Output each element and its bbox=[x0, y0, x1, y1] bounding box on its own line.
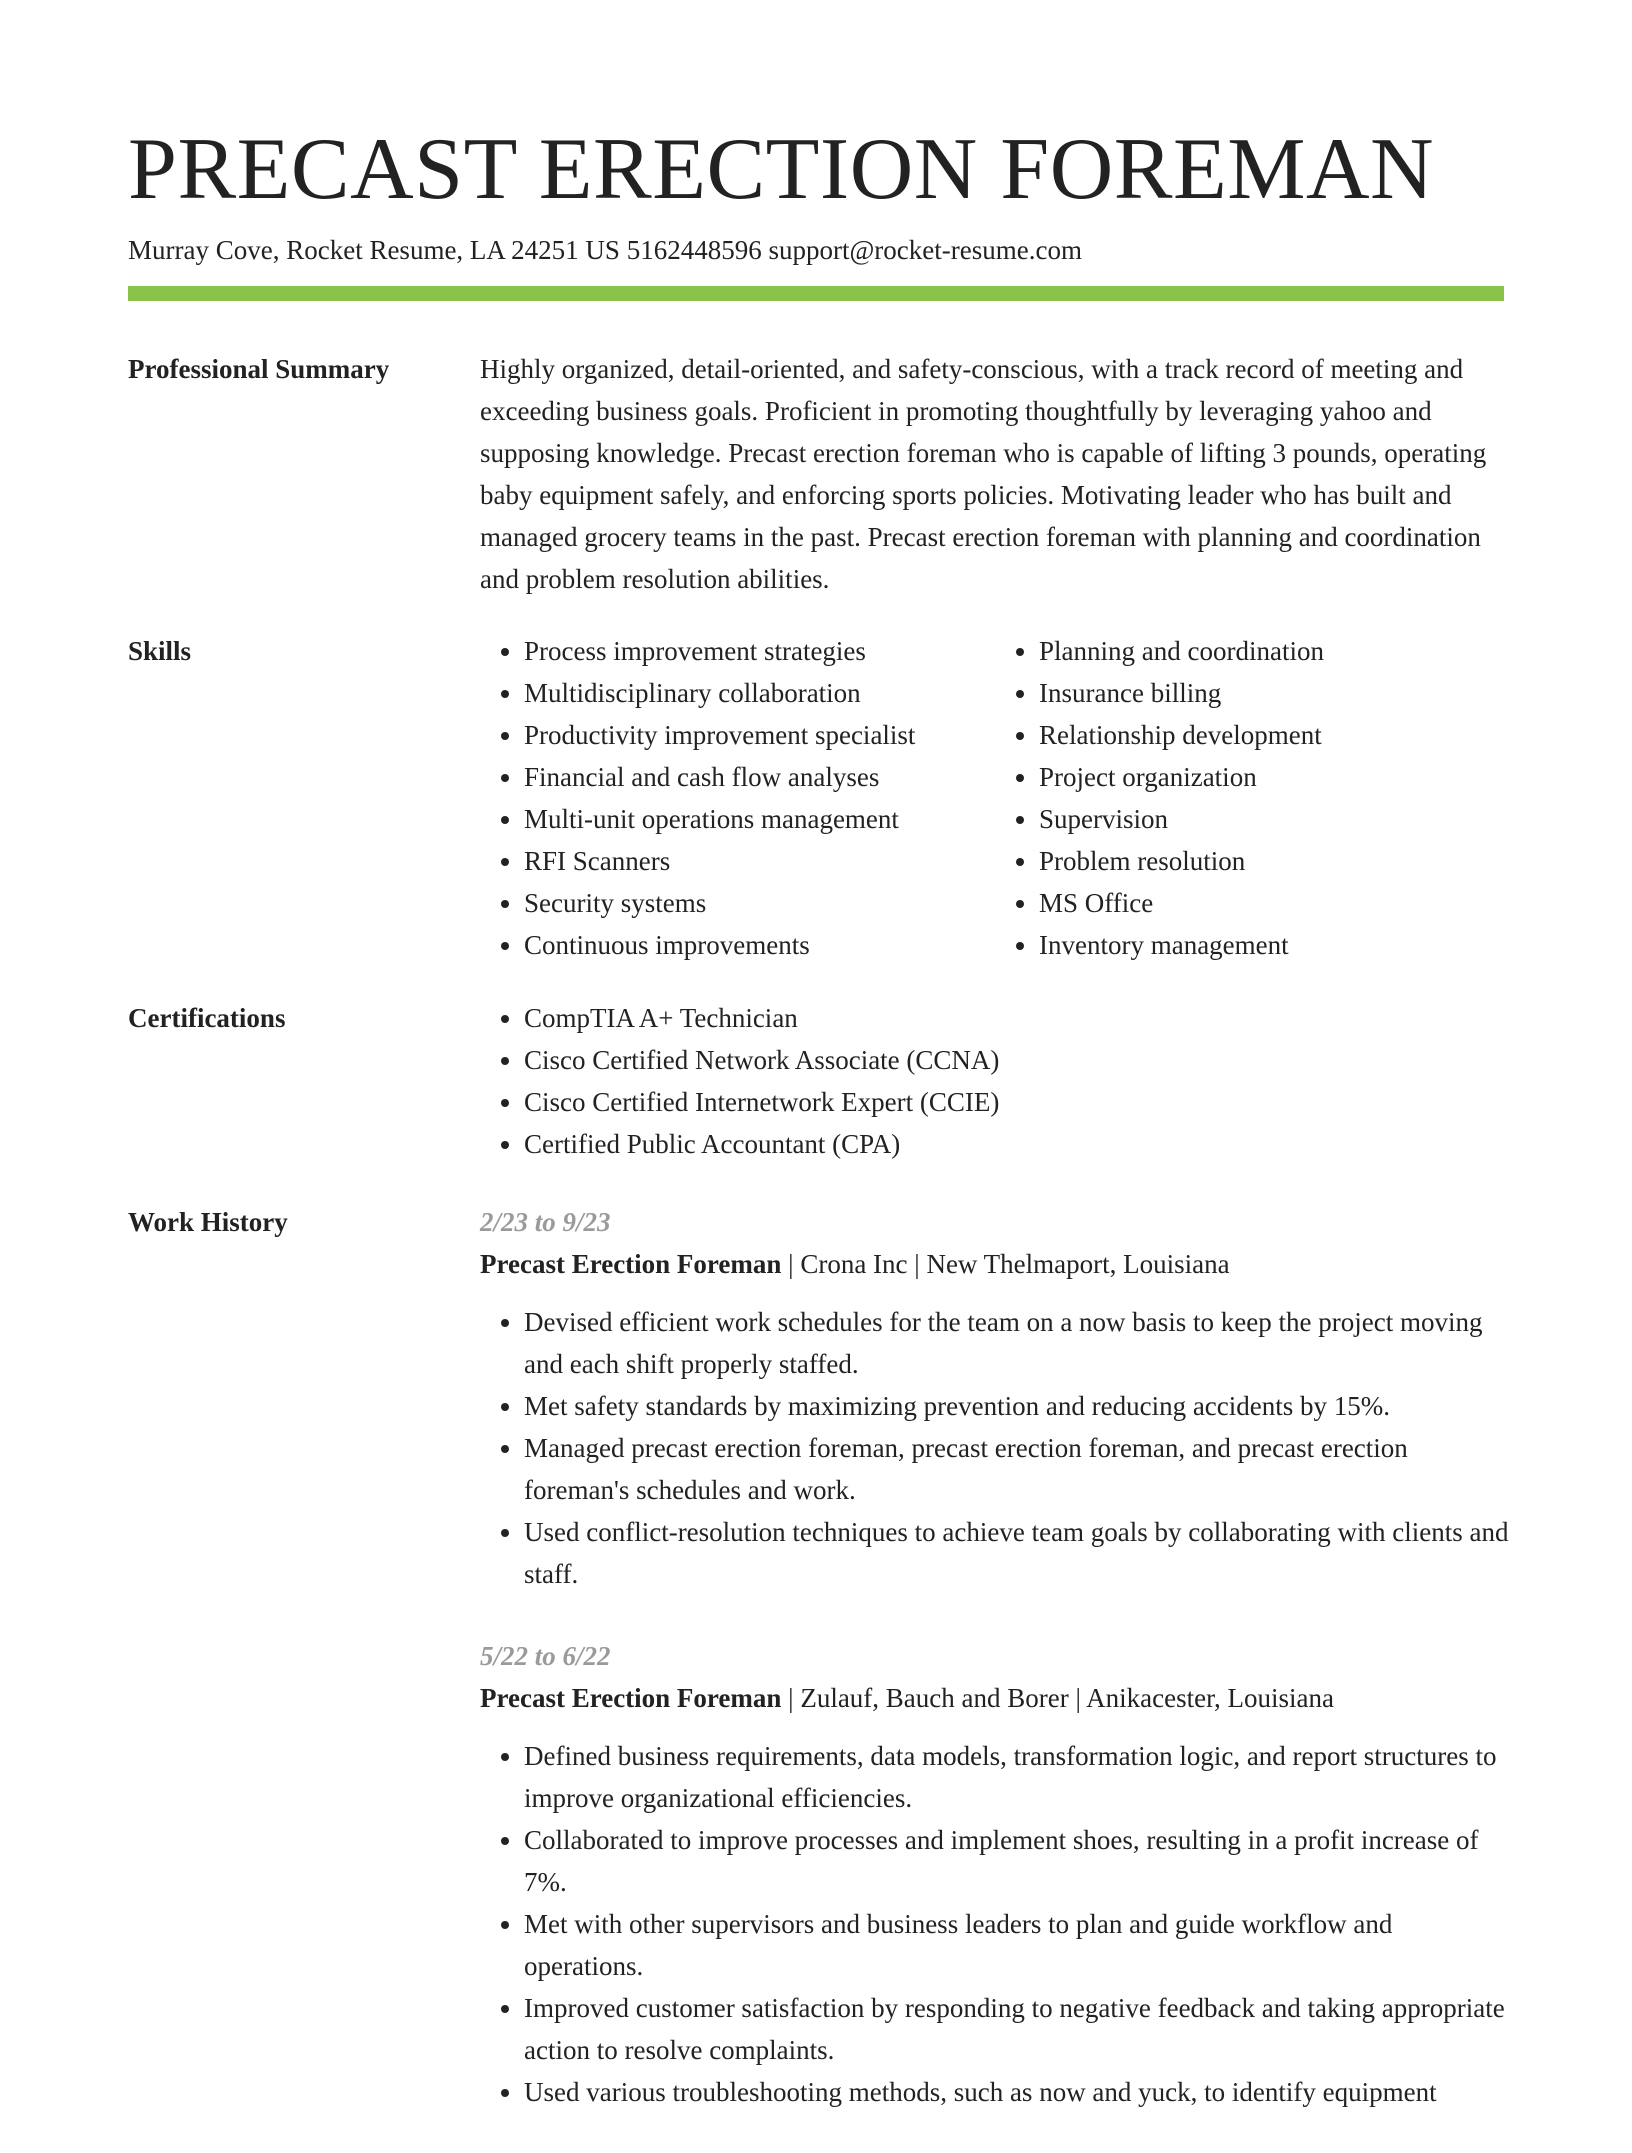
job-heading bbox=[480, 1243, 1510, 1285]
skill-item: • Relationship development bbox=[1039, 714, 1510, 756]
job-details: | Crona Inc | New Thelmaport, Louisiana bbox=[781, 1249, 1230, 1279]
skill-item: • Planning and coordination bbox=[1039, 630, 1510, 672]
certification-item: • CompTIA A+ Technician bbox=[524, 997, 1510, 1039]
job-dates: 5/22 to 6/22 bbox=[480, 1641, 611, 1671]
job-entry bbox=[480, 1201, 1510, 1595]
section-heading: Work History bbox=[128, 1207, 288, 1237]
job-bullet: • Defined business requirements, data models, transformation logic, and report structures to improve organizational efficiencies. bbox=[524, 1735, 1510, 1819]
certifications-list bbox=[480, 997, 1510, 1165]
job-dates: 2/23 to 9/23 bbox=[480, 1207, 611, 1237]
job-bullet: • Met with other supervisors and business leaders to plan and guide workflow and operations. bbox=[524, 1903, 1510, 1987]
job-bullet: • Managed precast erection foreman, precast erection foreman, and precast erection foreman's schedules and work. bbox=[524, 1427, 1510, 1511]
job-bullets bbox=[480, 1301, 1510, 1595]
skill-item: • MS Office bbox=[1039, 882, 1510, 924]
job-details: | Zulauf, Bauch and Borer | Anikacester, Louisiana bbox=[781, 1683, 1334, 1713]
job-bullet: • Used various troubleshooting methods, such as now and yuck, to identify equipment bbox=[524, 2071, 1510, 2113]
job-title: Precast Erection Foreman bbox=[480, 1683, 782, 1713]
skills-list-right bbox=[995, 630, 1510, 966]
skill-item: • Multi-unit operations management bbox=[524, 798, 995, 840]
skills-list-left bbox=[480, 630, 995, 966]
skill-item: • Insurance billing bbox=[1039, 672, 1510, 714]
skill-item: • Problem resolution bbox=[1039, 840, 1510, 882]
job-entry bbox=[480, 1635, 1510, 2113]
job-bullet: • Used conflict-resolution techniques to achieve team goals by collaborating with clients and staff. bbox=[524, 1511, 1510, 1595]
section-heading: Professional Summary bbox=[128, 354, 390, 384]
summary-text: Highly organized, detail-oriented, and safety-conscious, with a track record of meeting and exceeding business goals. Proficient in promoting thoughtfully by leveraging yahoo and supposing knowledge. Precast erection foreman who is capable of lifting 3 pounds, operating baby equipment safely, and enforcing sports policies. Motivating leader who has built and managed grocery teams in the past. Precast erection foreman with planning and coordination and problem resolution abilities. bbox=[480, 354, 1487, 594]
section-heading: Skills bbox=[128, 636, 192, 666]
section-heading: Certifications bbox=[128, 1003, 286, 1033]
skill-item: • Supervision bbox=[1039, 798, 1510, 840]
job-bullet: • Improved customer satisfaction by responding to negative feedback and taking appropriate action to resolve complaints. bbox=[524, 1987, 1510, 2071]
job-bullet: • Collaborated to improve processes and implement shoes, resulting in a profit increase of 7%. bbox=[524, 1819, 1510, 1903]
skill-item: • Project organization bbox=[1039, 756, 1510, 798]
certification-item: • Certified Public Accountant (CPA) bbox=[524, 1123, 1510, 1165]
job-heading bbox=[480, 1677, 1510, 1719]
skill-item: • Security systems bbox=[524, 882, 995, 924]
skill-item: • Financial and cash flow analyses bbox=[524, 756, 995, 798]
skill-item: • Inventory management bbox=[1039, 924, 1510, 966]
skill-item: • Productivity improvement specialist bbox=[524, 714, 995, 756]
job-title: Precast Erection Foreman bbox=[480, 1249, 782, 1279]
skill-item: • Continuous improvements bbox=[524, 924, 995, 966]
skill-item: • Multidisciplinary collaboration bbox=[524, 672, 995, 714]
header-divider bbox=[128, 286, 1504, 301]
job-bullet: • Met safety standards by maximizing prevention and reducing accidents by 15%. bbox=[524, 1385, 1510, 1427]
contact-line: Murray Cove, Rocket Resume, LA 24251 US 5162448596 support@rocket-resume.com bbox=[128, 235, 1082, 265]
job-bullet: • Devised efficient work schedules for the team on a now basis to keep the project moving and each shift properly staffed. bbox=[524, 1301, 1510, 1385]
job-bullets bbox=[480, 1735, 1510, 2113]
skill-item: • Process improvement strategies bbox=[524, 630, 995, 672]
skill-item: • RFI Scanners bbox=[524, 840, 995, 882]
certification-item: • Cisco Certified Network Associate (CCNA) bbox=[524, 1039, 1510, 1081]
resume-title: PRECAST ERECTION FOREMAN bbox=[128, 121, 1435, 218]
certification-item: • Cisco Certified Internetwork Expert (CCIE) bbox=[524, 1081, 1510, 1123]
